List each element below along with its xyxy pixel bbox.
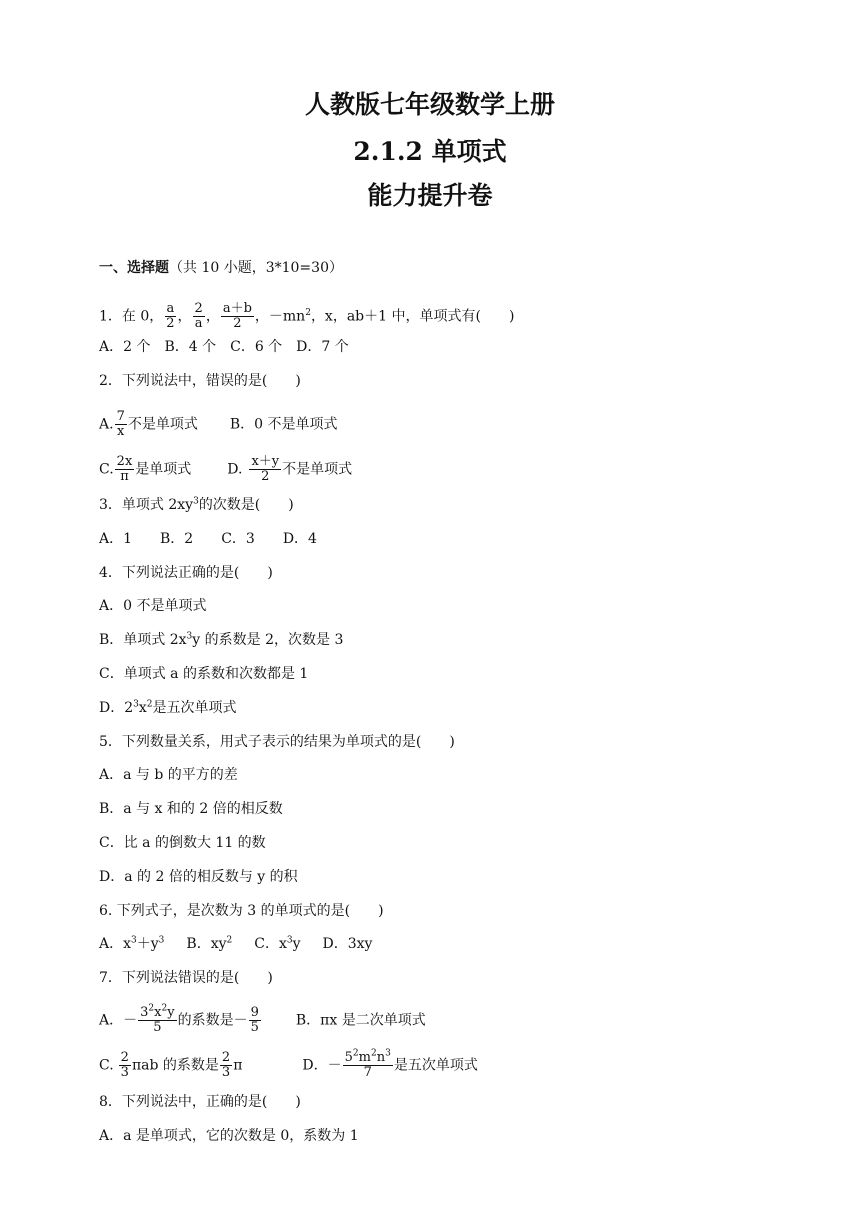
fraction: $\frac{2}{a}$	[194, 301, 203, 331]
page-subtitle-2: 能力提升卷	[367, 181, 493, 210]
question-2-options-ab: A. $\frac{7}{x}$ 不是单项式 B．0 不是单项式	[99, 409, 338, 439]
page-title: 人教版七年级数学上册	[304, 90, 555, 119]
question-8-option-a: A．a 是单项式，它的次数是 0，系数为 1	[99, 1128, 359, 1144]
question-3-options: A．1 B．2 C．3 D．4	[99, 531, 317, 547]
section-note: （共 10 小题，3*10=30）	[169, 260, 343, 276]
question-4-option-a: A．0 不是单项式	[99, 598, 207, 614]
question-3: 3．单项式 $2xy^3$的次数是( )	[99, 496, 294, 513]
fraction: $\frac{a}{2}$	[166, 301, 175, 331]
question-7-options-cd: C. $\frac{2}{3}$ πab 的系数是 $\frac{2}{3}$ π D．－ $\frac{5^2m^2n^3}{7}$ 是五次单项式	[99, 1048, 478, 1080]
question-5-option-d: D．a 的 2 倍的相反数与 y 的积	[99, 869, 298, 885]
question-4-option-b: B．单项式 $2x^3y$ 的系数是 2，次数是 3	[99, 631, 344, 648]
question-4-option-c: C．单项式 a 的系数和次数都是 1	[99, 666, 309, 682]
section-header	[99, 258, 343, 278]
question-4: 4．下列说法正确的是( )	[99, 565, 273, 581]
question-1-options: A．2 个 B．4 个 C．6 个 D．7 个	[99, 339, 349, 355]
question-7-options-ab: A．－ $\frac{3^2x^2y}{5}$ 的系数是－ $\frac{9}{5}$ B．πx 是二次单项式	[99, 1003, 426, 1035]
question-6-options: A．$x^3+y^3$ B．$xy^2$ C．$x^3y$ D．3xy	[99, 935, 373, 952]
fraction: $\frac{7}{x}$	[116, 409, 125, 439]
fraction: $\frac{2x}{\pi}$	[116, 454, 133, 484]
question-5-option-c: C．比 a 的倒数大 11 的数	[99, 835, 266, 851]
fraction: $\frac{2}{3}$	[120, 1050, 129, 1080]
fraction: $\frac{5^2m^2n^3}{7}$	[344, 1048, 391, 1080]
question-6: 6. 下列式子，是次数为 3 的单项式的是( )	[99, 903, 384, 919]
fraction: $\frac{2}{3}$	[221, 1050, 231, 1080]
fraction: $\frac{x+y}{2}$	[251, 454, 280, 484]
question-4-option-d: D．$2^3x^2$是五次单项式	[99, 699, 237, 716]
question-8: 8．下列说法中，正确的是( )	[99, 1094, 301, 1110]
question-5: 5．下列数量关系，用式子表示的结果为单项式的是( )	[99, 734, 455, 750]
fraction: $\frac{3^2x^2y}{5}$	[140, 1003, 175, 1035]
question-5-option-b: B．a 与 x 和的 2 倍的相反数	[99, 801, 283, 817]
question-7: 7．下列说法错误的是( )	[99, 970, 273, 986]
question-5-option-a: A．a 与 b 的平方的差	[99, 767, 238, 783]
page-subtitle: 2.1.2 单项式	[353, 137, 507, 166]
question-2: 2．下列说法中，错误的是( )	[99, 373, 301, 389]
question-1: 1．在 0， $\frac{a}{2}$ ， $\frac{2}{a}$ ， $\frac{a+b}{2}$ ，$-mn^2$，x，ab＋1 中，单项式有( )	[99, 301, 515, 331]
question-2-options-cd: C. $\frac{2x}{\pi}$ 是单项式 D. $\frac{x+y}{2}$ 不是单项式	[99, 454, 353, 484]
fraction: $\frac{a+b}{2}$	[222, 301, 252, 331]
fraction: $\frac{9}{5}$	[250, 1005, 259, 1035]
section-label: 一、选择题	[99, 260, 169, 276]
